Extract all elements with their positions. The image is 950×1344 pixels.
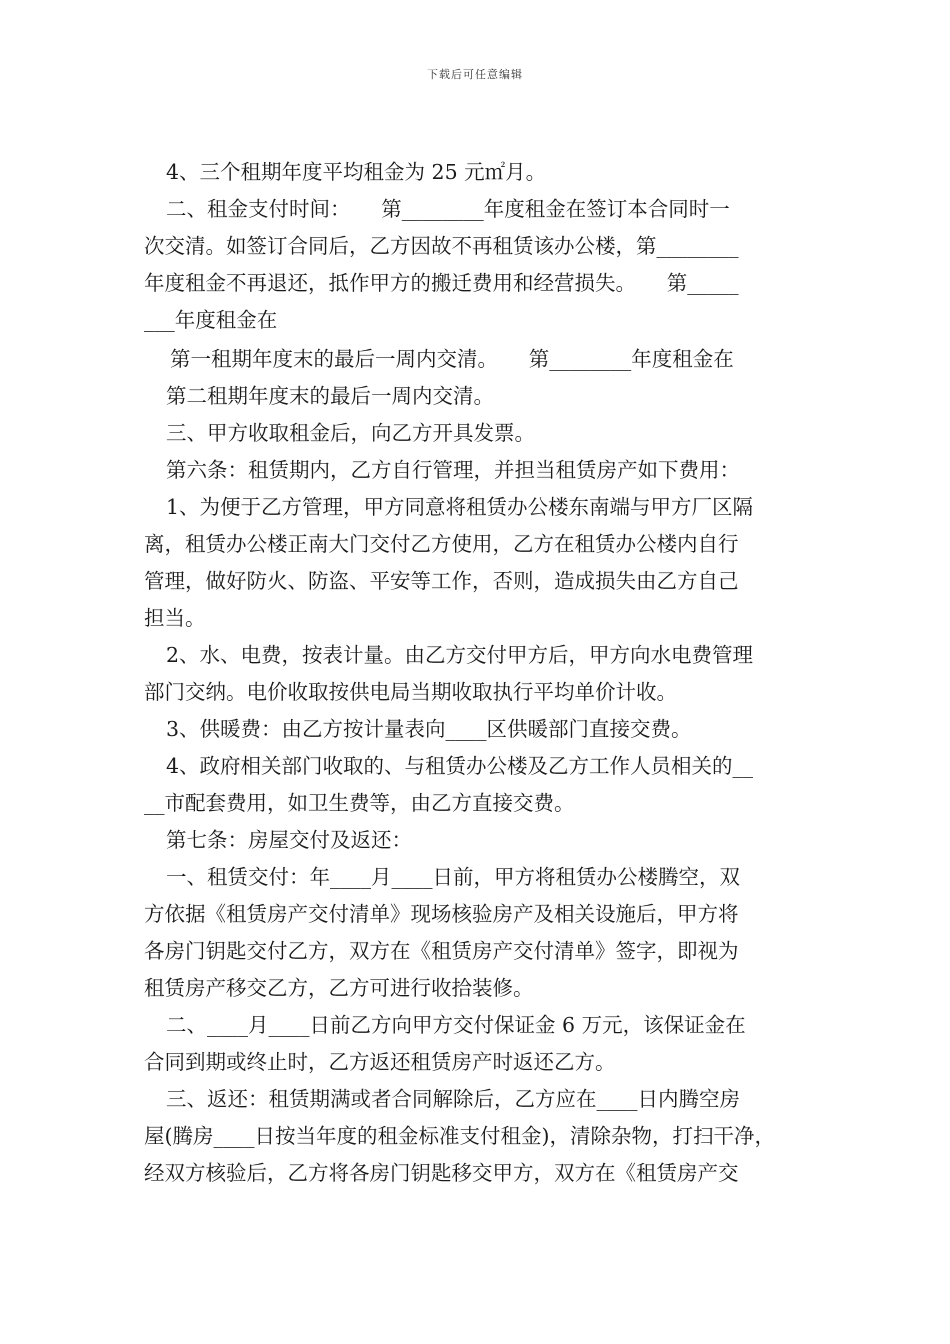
paragraph-line: 屋(腾房____日按当年度的租金标准支付租金)，清除杂物，打扫干净， xyxy=(144,1124,775,1148)
document-body xyxy=(144,154,808,1192)
paragraph-line: 第六条：租赁期内，乙方自行管理，并担当租赁房产如下费用： xyxy=(166,458,740,482)
paragraph-line: 方依据《租赁房产交付清单》现场核验房产及相关设施后，甲方将 xyxy=(144,902,739,926)
paragraph-line: 4、三个租期年度平均租金为 25 元㎡月。 xyxy=(166,160,547,184)
paragraph-line: 第二租期年度末的最后一周内交清。 xyxy=(166,384,494,408)
paragraph-line: 各房门钥匙交付乙方，双方在《租赁房产交付清单》签字，即视为 xyxy=(144,939,739,963)
paragraph-line: 离，租赁办公楼正南大门交付乙方使用，乙方在租赁办公楼内自行 xyxy=(144,532,739,556)
paragraph-line: 部门交纳。电价收取按供电局当期收取执行平均单价计收。 xyxy=(144,680,677,704)
paragraph-line: 二、____月____日前乙方向甲方交付保证金 6 万元，该保证金在 xyxy=(166,1013,746,1037)
paragraph-line: ___年度租金在 xyxy=(144,308,278,332)
paragraph-line: 第七条：房屋交付及返还： xyxy=(166,828,412,852)
paragraph-line: 合同到期或终止时，乙方返还租赁房产时返还乙方。 xyxy=(144,1050,616,1074)
paragraph-line: 经双方核验后，乙方将各房门钥匙移交甲方，双方在《租赁房产交 xyxy=(144,1161,739,1185)
paragraph-line: 三、甲方收取租金后，向乙方开具发票。 xyxy=(166,421,535,445)
paragraph-line: 第一租期年度末的最后一周内交清。 第________年度租金在 xyxy=(170,347,734,371)
paragraph-line: 三、返还：租赁期满或者合同解除后，乙方应在____日内腾空房 xyxy=(166,1087,740,1111)
paragraph-line: 管理，做好防火、防盗、平安等工作，否则，造成损失由乙方自己 xyxy=(144,569,739,593)
paragraph-line: 次交清。如签订合同后，乙方因故不再租赁该办公楼，第________ xyxy=(144,234,739,258)
page-header: 下载后可任意编辑 xyxy=(427,68,523,81)
paragraph-line: 4、政府相关部门收取的、与租赁办公楼及乙方工作人员相关的__ xyxy=(166,754,754,778)
paragraph-line: 一、租赁交付：年____月____日前，甲方将租赁办公楼腾空，双 xyxy=(166,865,740,889)
paragraph-line: 租赁房产移交乙方，乙方可进行收拾装修。 xyxy=(144,976,534,1000)
paragraph-line: 2、水、电费，按表计量。由乙方交付甲方后，甲方向水电费管理 xyxy=(166,643,754,667)
paragraph-line: 年度租金不再退还，抵作甲方的搬迁费用和经营损失。 第_____ xyxy=(144,271,739,295)
paragraph-line: 二、租金支付时间： 第________年度租金在签订本合同时一 xyxy=(166,197,730,221)
paragraph-line: 1、为便于乙方管理，甲方同意将租赁办公楼东南端与甲方厂区隔 xyxy=(166,495,754,519)
paragraph-line: 担当。 xyxy=(144,606,206,630)
paragraph-line: __市配套费用，如卫生费等，由乙方直接交费。 xyxy=(144,791,575,815)
paragraph-line: 3、供暖费：由乙方按计量表向____区供暖部门直接交费。 xyxy=(166,717,692,741)
